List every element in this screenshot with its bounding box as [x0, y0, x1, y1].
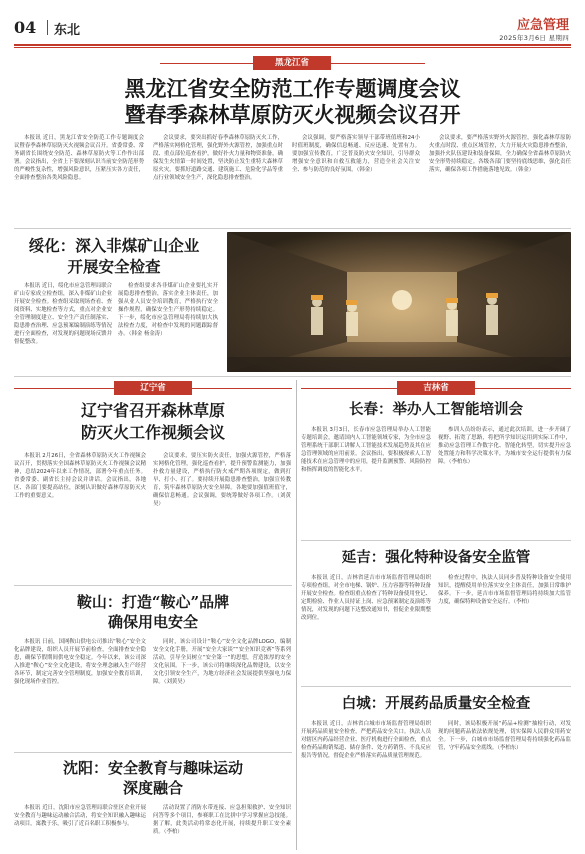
headline-shenyang-2: 深度融合: [122, 779, 183, 797]
headline-suihua-2: 开展安全检查: [67, 257, 161, 276]
headline-shenyang-1: 沈阳：安全教育与趣味运动: [62, 759, 243, 777]
section-name: 东北: [54, 23, 81, 38]
column-divider: [296, 380, 297, 850]
headline-anshan-2: 确保用电安全: [107, 613, 198, 631]
headline-baicheng: 白城：开展药品质量安全检查: [341, 695, 531, 712]
headline-anshan-1: 鞍山：打造“鞍心”品牌: [76, 593, 230, 611]
mine-tunnel-image: [227, 232, 571, 372]
article-body: 本报讯 近日，黑龙江省安全防范工作专题调度会议暨春季森林草原防灭火视频会议召开。省委常委、常务副省长围绕安全防范、森林草原防火等工作作出部署。会议指出，全省上下要深刻认识当前安全防范形势的严峻性复杂性，增强风险意识，压紧压实各方责任，全面排查整治各类风险隐患。: [14, 135, 144, 182]
section-tag-liaoning: 辽宁省: [114, 381, 192, 395]
article-body: 会议要求，要严格落实野外火源管控，强化森林草原防火重点时段、重点区域管控，大力开展火灾隐患排查整治，加强扑火队伍建设和装备保障，全力确保全省森林草原防火安全形势持续稳定。各级各部门要坚持底线思维，强化责任落实，确保各项工作措施落地见效。（韩金）: [429, 135, 571, 174]
headline-heilongjiang-1: 黑龙江省安全防范工作专题调度会议: [124, 76, 461, 101]
newspaper-brand: 应急管理: [516, 18, 569, 33]
article-body: 检查组要求各非煤矿山企业要扎实开展隐患排查整治，落实企业主体责任，加强从业人员安全培训教育，严格执行安全操作规程，确保安全生产形势持续稳定。下一步，绥化市应急管理局将持续加大执法检查力度，对检查中发现的问题跟踪督办。（韩金 杨金涛）: [118, 283, 218, 338]
article-body: 会议强调，要严格落实领导干部带班值班和24小时值班制度，确保信息畅通、反应迅速、处置有力。要加强宣传教育，广泛普及防火安全知识，引导群众增强安全意识和自救互救能力，营造全社会关注安全、参与防范的良好氛围。（韩金）: [292, 135, 420, 174]
article-body: 会议要求，要压实防火责任，加强火源管控，严格落实网格化管理，强化巡查看护，提升预警监测能力，加强扑救力量建设，严格执行防火戒严期各项规定，做到打早、打小、打了。要持续开展隐患排查整治，加强宣传教育，筑牢森林草原防火安全屏障。各地要加强值班值守，确保信息畅通。会议强调，要统筹做好各项工作。（刘黄昊）: [153, 453, 291, 508]
headline-changchun: 长春：举办人工智能培训会: [349, 401, 523, 418]
section-tag-heilongjiang: 黑龙江省: [253, 56, 331, 70]
article-body: 本报讯 日前，国网鞍山供电公司推出“鞍心”安全文化品牌建设，组织人员开展节前检查，全面排查安全隐患，确保节假期间供电安全稳定。今年以来，该公司深入推进“鞍心”安全文化建设，将安全理念融入生产经营各环节，制定完善安全管理制度，加强安全教育培训，强化现场作业管控。: [14, 639, 146, 686]
divider: [14, 228, 571, 229]
header-divider: [47, 20, 48, 35]
headline-liaoning-2: 防灭火工作视频会议: [80, 423, 225, 442]
divider: [301, 686, 571, 687]
divider: [14, 752, 292, 753]
article-body: 参训人员纷纷表示，通过此次培训，进一步开阔了视野、拓宽了思路，将把所学知识运用到实际工作中，推动应急管理工作数字化、智能化转型，切实提升应急处置能力和科学决策水平，为城市安全运行提供有力保障。（李柏东）: [438, 427, 571, 466]
article-body: 本报讯 3月3日，长春市应急管理局举办人工智能专题培训会，邀请国内人工智能领域专家，为全市应急管理系统干部职工讲解人工智能技术发展趋势及其在应急管理领域的应用前景。会议指出，要积极探索人工智能技术在应急管理中的应用，提升监测预警、风险防控和指挥调度的智能化水平。: [301, 427, 431, 474]
article-body: 本报讯 近日，吉林省延吉市市场监督管理局组织专项检查组，对全市电梯、锅炉、压力容器等特种设备开展安全检查。检查组重点检查了特种设备使用登记、定期检验、作业人员持证上岗、应急预案制定及演练等情况，对发现的问题下达整改通知书，督促企业限期整改到位。: [301, 575, 431, 622]
headline-liaoning-1: 辽宁省召开森林草原: [80, 401, 225, 420]
section-tag-jilin: 吉林省: [397, 381, 475, 395]
page-number: 04: [14, 18, 37, 37]
issue-date: 2025年3月6日 星期四: [499, 34, 569, 42]
article-body: 会议要求，要突出抓好春季森林草原防灭火工作，严格落实网格化管理，强化野外火源管控，加强重点时段、重点部位巡查看护，做好扑火力量和物资准备，确保发生火情第一时间处置，坚决防止发生重特大森林草原火灾。要抓好道路交通、建筑施工、危险化学品等重点行业领域安全生产，深化隐患排查整治。: [153, 135, 283, 182]
divider: [301, 540, 571, 541]
article-body: 本报讯 近日，沈阳市应急管理局联合驻区企业开展安全教育与趣味运动融合活动，将安全知识融入趣味运动项目，寓教于乐，吸引了近百名职工积极参与。: [14, 805, 146, 828]
page-header: [0, 0, 585, 44]
header-rule-thin: [14, 47, 571, 48]
article-body: 同时，该局积极开展“药品+检测”抽检行动，对发现的问题药品依法依规处理，切实保障人民群众用药安全。下一步，白城市市场监督管理局将持续强化药品监管，守牢药品安全底线。（李柏东）: [438, 721, 571, 752]
mine-inspection-photo: [227, 232, 571, 372]
divider: [14, 585, 292, 586]
header-rule: [14, 44, 571, 46]
divider: [14, 376, 571, 377]
article-body: 同时，该公司设计“鞍心”安全文化品牌LOGO，编制安全文化手册，开展“安全大家谈”“安全知识竞赛”等系列活动，引导全员树立“安全第一”的思想，营造浓厚的安全文化氛围。下一步，该公司将继续深化品牌建设，以安全文化引领安全生产，为地方经济社会发展提供坚强电力保障。（刘黄昊）: [153, 639, 291, 686]
headline-yanji: 延吉：强化特种设备安全监管: [341, 549, 531, 566]
article-body: 活动设置了消防水带连接、应急担架救护、安全知识问答等多个项目，参赛职工在比拼中学习掌握应急技能。据了解，此类活动将常态化开展，持续提升职工安全素质。（李柏）: [153, 805, 291, 836]
headline-suihua-1: 绥化：深入非煤矿山企业: [28, 236, 200, 255]
headline-heilongjiang-2: 暨春季森林草原防灭火视频会议召开: [124, 102, 461, 127]
article-body: 本报讯 2月26日，全省森林草原防灭火工作视频会议召开，贯彻落实全国森林草原防灭火工作视频会议精神，总结2024年以来工作情况，部署今年重点任务。省委常委、副省长主持会议并讲话。会议指出，各地区、各部门要提高站位，深刻认识做好森林草原防灭火工作的重要意义。: [14, 453, 146, 500]
article-body: 检查过程中，执法人员同步普及特种设备安全使用知识，提醒使用单位落实安全主体责任，加强日常维护保养。下一步，延吉市市场监督管理局将持续加大监管力度，确保特种设备安全运行。（李柏）: [438, 575, 571, 606]
article-body: 本报讯 近日，吉林省白城市市场监督管理局组织开展药品质量安全检查，严把药品安全关口。执法人员对辖区内药品经营企业、医疗机构进行全面检查，重点检查药品购销渠道、储存条件、处方药销售、不良反应报告等情况，督促企业严格落实药品质量管理规范。: [301, 721, 431, 760]
article-body: 本报讯 近日，绥化市应急管理局联合矿山专家成立检查组，深入非煤矿山企业开展安全检查。检查组采取现场查看、查阅资料、实地检查等方式，重点对企业安全管理制度建立、安全生产责任制落实、隐患排查治理、应急预案编制演练等情况进行全面检查，对发现的问题现场反馈并督促整改。: [14, 283, 112, 346]
